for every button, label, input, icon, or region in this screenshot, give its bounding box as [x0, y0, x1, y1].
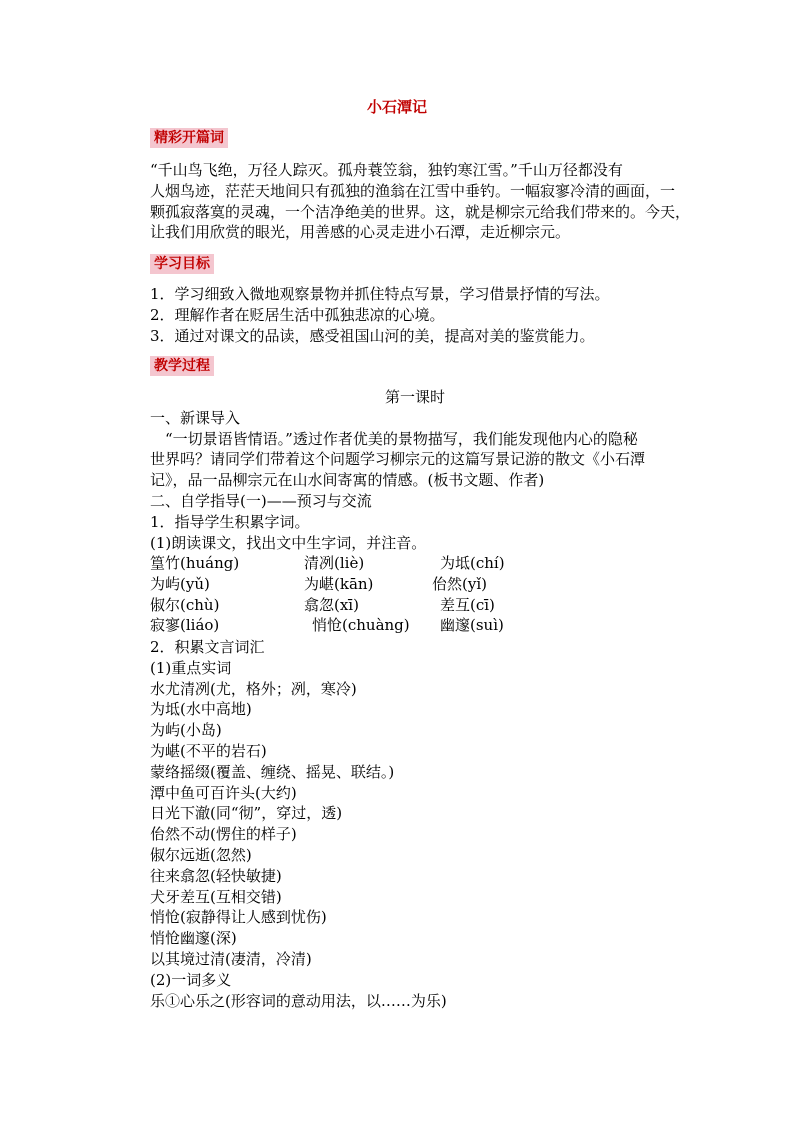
goal-item: 1．学习细致入微地观察景物并抓住特点写景，学习借景抒情的写法。	[150, 285, 610, 303]
lesson-title: 第一课时	[384, 388, 445, 406]
process-line: 蒙络摇缀(覆盖、缠绕、摇晃、联结。)	[150, 762, 395, 781]
intro-line: 让我们用欣赏的眼光，用善感的心灵走进小石潭，走近柳宗元。	[150, 223, 571, 242]
process-line: 为屿(小岛)	[150, 721, 222, 740]
process-line: 二、自学指导(一)——预习与交流	[150, 491, 372, 510]
vocab-row	[150, 574, 680, 595]
goal-item: 2．理解作者在贬居生活中孤独悲凉的心境。	[150, 305, 445, 324]
process-line: 水尤清冽(尤，格外；冽，寒冷)	[150, 679, 357, 698]
process-line: “一切景语皆情语。”透过作者优美的景物描写，我们能发现他内心的隐秘	[150, 429, 638, 448]
intro-line: 人烟鸟迹，茫茫天地间只有孤独的渔翁在江雪中垂钓。一幅寂寥冷清的画面，一	[150, 181, 676, 200]
vocab-item: 寂寥(liáo)	[150, 616, 220, 635]
vocab-item: 佁然(yǐ)	[432, 574, 487, 593]
vocab-item: 清冽(liè)	[304, 554, 365, 572]
process-line: 悄怆幽邃(深)	[150, 929, 237, 948]
intro-line: 颗孤寂落寞的灵魂，一个洁净绝美的世界。这，就是柳宗元给我们带来的。今天，	[150, 202, 691, 221]
process-line: 为嵁(不平的岩石)	[150, 741, 267, 760]
vocab-item: 为屿(yǔ)	[150, 574, 210, 593]
process-line: 往来翕忽(轻快敏捷)	[150, 866, 282, 885]
process-line: 2．积累文言词汇	[150, 638, 265, 656]
process-block-a	[150, 387, 680, 553]
document-title: 小石潭记	[366, 98, 427, 116]
vocab-row	[150, 553, 680, 574]
intro-line: “千山鸟飞绝，万径人踪灭。孤舟蓑笠翁，独钓寒江雪。”千山万径都没有	[150, 161, 623, 179]
process-block-b	[150, 637, 680, 1011]
vocab-item: 为嵁(kān)	[304, 574, 374, 593]
section-label-process: 教学过程	[150, 356, 214, 376]
process-line: (1)重点实词	[150, 658, 232, 677]
process-line: 潭中鱼可百许头(大约)	[150, 783, 297, 802]
vocab-item: 俶尔(chù)	[150, 595, 220, 614]
section-label-opening: 精彩开篇词	[150, 128, 228, 148]
section-label-goals: 学习目标	[150, 254, 214, 274]
process-line: 为坻(水中高地)	[150, 700, 252, 719]
vocab-item: 幽邃(suì)	[440, 616, 504, 635]
process-line: 记》，品一品柳宗元在山水间寄寓的情感。(板书文题、作者)	[150, 471, 545, 490]
intro-paragraph	[150, 160, 691, 243]
vocab-table	[150, 553, 680, 636]
vocab-item: 悄怆(chuàng)	[312, 616, 410, 635]
process-line: 1．指导学生积累字词。	[150, 512, 310, 531]
process-line: 俶尔远逝(忽然)	[150, 845, 252, 864]
vocab-item: 篁竹(huáng)	[150, 554, 240, 572]
process-line: (2)一词多义	[150, 970, 232, 989]
vocab-item: 翕忽(xī)	[304, 595, 359, 614]
process-line: 世界吗？请同学们带着这个问题学习柳宗元的这篇写景记游的散文《小石潭	[150, 450, 646, 469]
process-line: (1)朗读课文，找出文中生字词，并注音。	[150, 533, 427, 552]
goal-item: 3．通过对课文的品读，感受祖国山河的美，提高对美的鉴赏能力。	[150, 326, 595, 345]
process-line: 佁然不动(愣住的样子)	[150, 825, 297, 844]
vocab-item: 为坻(chí)	[440, 554, 505, 572]
process-line: 乐①心乐之(形容词的意动用法，以……为乐)	[150, 991, 447, 1010]
process-line: 以其境过清(凄清，冷清)	[150, 949, 312, 968]
vocab-row	[150, 615, 680, 636]
process-line: 日光下澈(同“彻”，穿过，透)	[150, 804, 343, 823]
vocab-row	[150, 595, 680, 616]
process-line: 一、新课导入	[150, 408, 241, 427]
goals-list	[150, 284, 680, 346]
vocab-item: 差互(cī)	[440, 595, 495, 614]
process-line: 悄怆(寂静得让人感到忧伤)	[150, 908, 327, 927]
process-line: 犬牙差互(互相交错)	[150, 887, 282, 906]
